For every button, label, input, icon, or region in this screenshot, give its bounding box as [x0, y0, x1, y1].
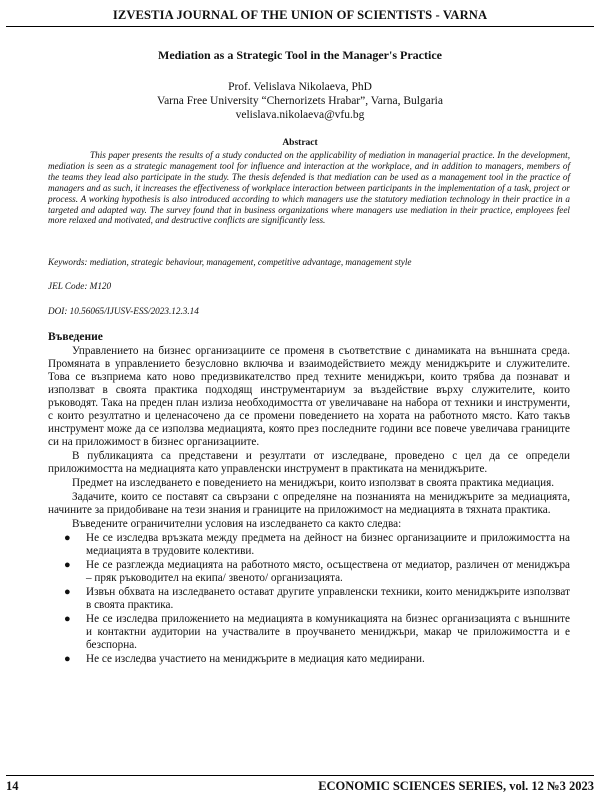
section-heading: Въведение	[48, 331, 103, 343]
list-item-text: Не се разглежда медиацията на работното място, осъществена от медиатор, различен от мениджъра – пряк ръководител на екипа/ звеното/ организацията.	[86, 559, 570, 584]
body-paragraph: Предмет на изследването е поведението на мениджъри, които използват в своята практика медиация.	[72, 477, 555, 489]
bullet-icon: ●	[64, 653, 71, 665]
doi: DOI: 10.56065/IJUSV-ESS/2023.12.3.14	[48, 306, 199, 316]
list-item-text: Не се изследва участието на мениджърите в медиация като медиирани.	[86, 653, 425, 665]
page-number: 14	[6, 779, 19, 793]
list-item-text: Не се изследва приложението на медиацията в комуникацията на бизнес организацията с външните и контактни аудитории на участвалите в проучването мениджъри, макар че приложимостта и е безспорна.	[86, 613, 570, 651]
abstract-heading: Abstract	[282, 138, 318, 148]
body-paragraph: В публикацията са представени и резултати от изследване, проведено с цел да се определи приложимостта на медиацията като управленски инструмент в практиката на мениджърите.	[48, 450, 570, 475]
jel-code: JEL Code: M120	[48, 281, 112, 291]
body-paragraph: Управлението на бизнес организациите се променя в съответствие с динамиката на външната среда. Промяната в управлението безусловно включва и взаимодействието между мениджърите и служителите. Това се възприема като ново предизвикателство пред техните мениджъри, които трябва да познават и използват в своята практика подходящ инструментариум за въздействие върху служителите, които ръководят. Така на преден план излиза необходимостта от увеличаване на набора от техники и инструменти, с които резултатно и целенасочено да се промени поведението на хората на работното място. Като такъв инструмент може да се използва медиацията, която през последните години все повече увеличава границите си на приложимост в бизнес организациите.	[48, 345, 570, 448]
bullet-icon: ●	[64, 559, 71, 571]
abstract-text: This paper presents the results of a study conducted on the applicability of mediation in managerial practice. In the development, mediation is seen as a strategic management tool for influence and interaction at the workplace, and in addition to managers, members of the teams they lead also participate in the study. The thesis defended is that mediation can be used as a management tool in the practice of managers and as such, it increases the effectiveness of workplace interaction between participants in the implementation of a task, project or process. A working hypothesis is also introduced according to which managers use the statutory mediation technology in their practice in a targeted and adapted way. The survey found that in business organizations where managers use mediation in their practice, employees feel more relaxed and motivated, and destructive conflicts are significantly less.	[48, 150, 570, 226]
running-footer	[6, 775, 594, 796]
list-item-text: Извън обхвата на изследването остават другите управленски техники, които мениджърите използват в своята практика.	[86, 586, 570, 611]
author-email: velislava.nikolaeva@vfu.bg	[235, 109, 365, 121]
series-info: ECONOMIC SCIENCES SERIES, vol. 12 №3 2023	[318, 779, 594, 793]
author-name: Prof. Velislava Nikolaeva, PhD	[228, 81, 372, 93]
list-item	[48, 653, 570, 666]
list-item-text: Не се изследва връзката между предмета на дейност на бизнес организациите и приложимостта на медиацията в трудовите колективи.	[86, 532, 570, 557]
bullet-icon: ●	[64, 586, 71, 598]
author-affiliation: Varna Free University “Chernorizets Hrabar”, Varna, Bulgaria	[157, 95, 443, 107]
limitations-list	[48, 532, 570, 666]
list-item	[48, 586, 570, 612]
article-title: Mediation as a Strategic Tool in the Manager's Practice	[158, 48, 442, 62]
body-paragraph: Задачите, които се поставят са свързани с определяне на познанията на мениджърите за медиацията, начините за придобиване на тези знания и границите на приложимост на медиацията в тяхната практика.	[48, 491, 570, 516]
running-header: IZVESTIA JOURNAL OF THE UNION OF SCIENTISTS - VARNA	[6, 4, 594, 27]
body-paragraph: Въведените ограничителни условия на изследването са както следва:	[72, 518, 402, 530]
article-body	[48, 331, 570, 667]
list-item	[48, 559, 570, 585]
list-item	[48, 613, 570, 652]
bullet-icon: ●	[64, 532, 71, 544]
bullet-icon: ●	[64, 613, 71, 625]
keywords: Keywords: mediation, strategic behaviour, management, competitive advantage, management style	[48, 257, 412, 267]
list-item	[48, 532, 570, 558]
author-block	[0, 80, 600, 122]
